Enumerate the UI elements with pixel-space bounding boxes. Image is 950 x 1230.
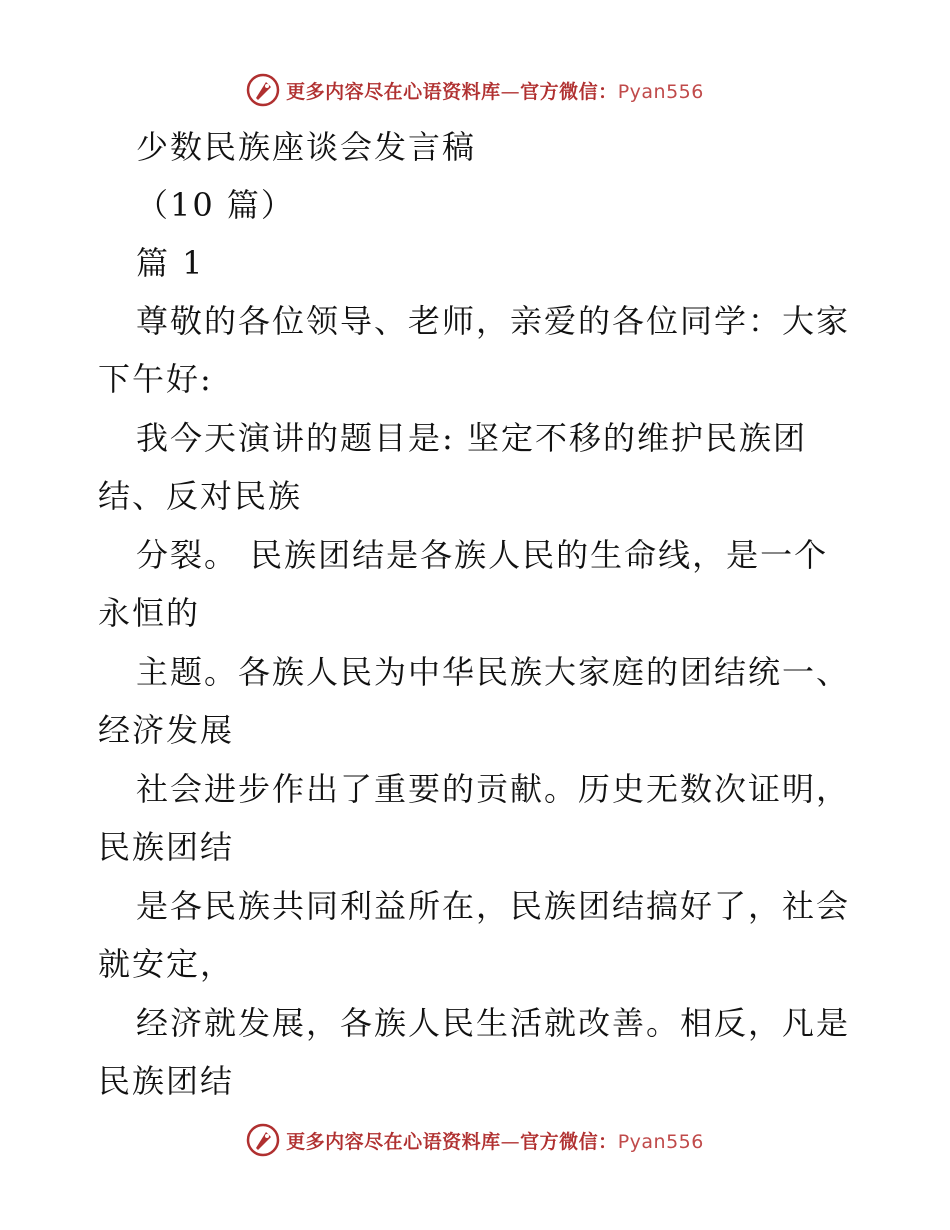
paragraph-line: 结、反对民族 [98, 477, 303, 515]
banner-suffix: 官方微信： [520, 1130, 618, 1153]
pen-nib-logo-icon [246, 73, 280, 107]
banner-text [286, 1127, 704, 1154]
paragraph-line: 尊敬的各位领导、老师，亲爱的各位同学：大家 [136, 302, 851, 340]
header-banner [0, 70, 950, 110]
paragraph-line: 就安定， [98, 945, 235, 983]
paragraph-line: 是各民族共同利益所在，民族团结搞好了，社会 [136, 887, 851, 925]
paragraph-line: 经济发展 [98, 711, 235, 749]
paragraph-line: 分裂。 民族团结是各族人民的生命线，是一个 [136, 536, 829, 574]
paragraph-line: 我今天演讲的题目是: 坚定不移的维护民族团 [136, 419, 807, 457]
banner-wechat-id: Pyan556 [617, 1130, 704, 1153]
pen-nib-logo-icon [246, 1123, 280, 1157]
banner-dash: — [500, 1130, 521, 1153]
footer-banner [0, 1120, 950, 1160]
paragraph-line: 社会进步作出了重要的贡献。历史无数次证明， [136, 770, 851, 808]
section-heading: 篇 1 [136, 244, 205, 282]
paragraph-line: 永恒的 [98, 594, 201, 632]
banner-text [286, 77, 704, 104]
banner-wechat-id: Pyan556 [617, 80, 704, 103]
paragraph-line: 下午好: [98, 360, 213, 398]
banner-suffix: 官方微信： [520, 80, 618, 103]
banner-lead: 更多内容尽在心语资料库 [286, 80, 501, 103]
paragraph-line: 经济就发展，各族人民生活就改善。相反，凡是 [136, 1004, 851, 1042]
paragraph-line: 主题。各族人民为中华民族大家庭的团结统一、 [136, 653, 851, 691]
banner-lead: 更多内容尽在心语资料库 [286, 1130, 501, 1153]
banner-dash: — [500, 80, 521, 103]
paragraph-line: 民族团结 [98, 828, 235, 866]
document-subtitle: （10 篇） [136, 186, 295, 224]
paragraph-line: 民族团结 [98, 1062, 235, 1100]
document-title: 少数民族座谈会发言稿 [136, 128, 477, 166]
